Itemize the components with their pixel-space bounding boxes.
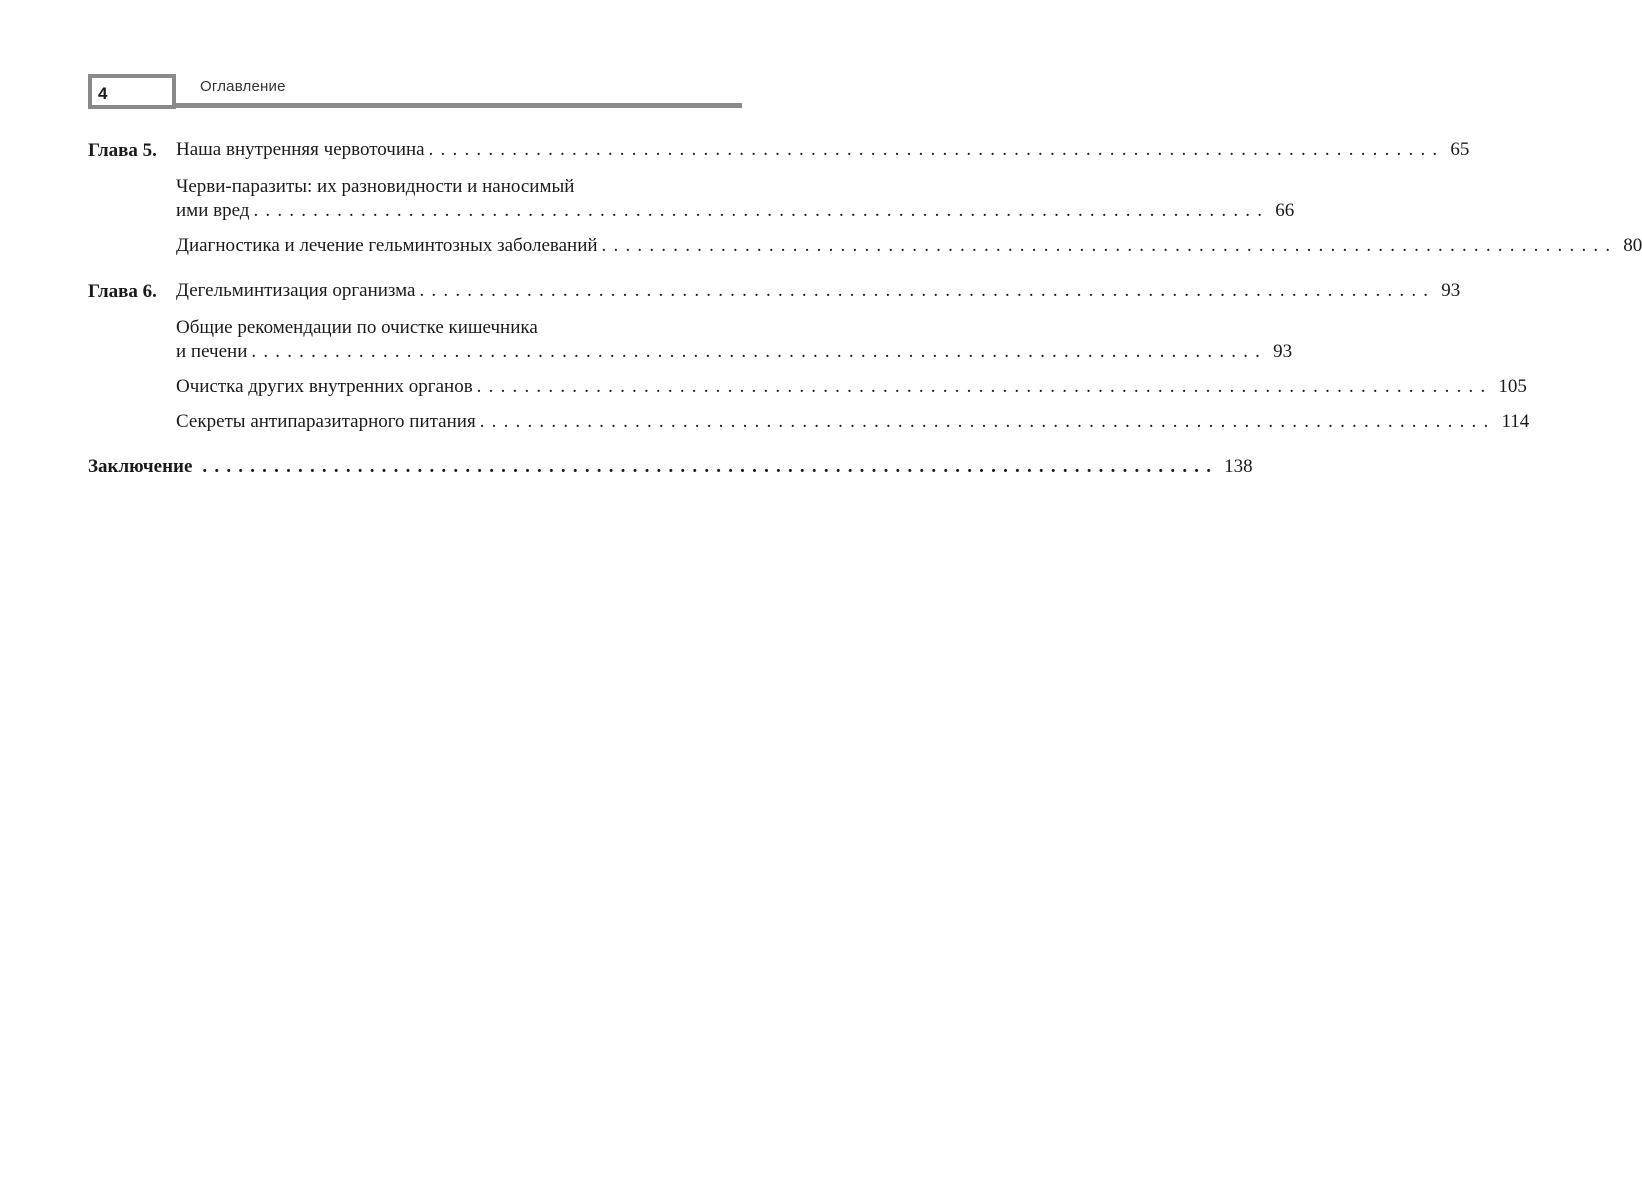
leader-dots: ..................................................................................... — [476, 376, 1493, 397]
page-ref: 65 — [1450, 139, 1470, 160]
chapter-label: Глава 5. — [88, 140, 157, 161]
toc-entry-section[interactable] — [88, 234, 1642, 258]
chapter-label: Глава 6. — [88, 281, 157, 302]
toc-entry-chapter-6[interactable] — [88, 279, 1461, 305]
page-ref: 138 — [1224, 456, 1253, 477]
leader-dots: ..................................................................................... — [202, 456, 1219, 477]
leader-dots: ..................................................................................... — [419, 280, 1436, 301]
section-title: Секреты антипаразитарного питания — [176, 411, 476, 432]
section-title: Очистка других внутренних органов — [176, 376, 473, 397]
header-rule — [176, 103, 742, 108]
page-ref: 93 — [1441, 280, 1461, 301]
toc-entry-conclusion[interactable] — [88, 455, 1253, 479]
page-ref: 93 — [1273, 341, 1293, 362]
toc-entry-section[interactable] — [88, 410, 1530, 434]
page-ref: 114 — [1501, 411, 1530, 432]
leader-dots: ..................................................................................... — [251, 341, 1268, 362]
chapter-title: Дегельминтизация организма — [176, 280, 416, 301]
toc-chapter-6 — [88, 279, 1530, 434]
toc-entry-chapter-5[interactable] — [88, 138, 1470, 164]
running-header — [88, 70, 742, 112]
header-title: Оглавление — [200, 78, 286, 95]
section-title-line1: Общие рекомендации по очистке кишечника — [176, 317, 538, 338]
leader-dots: ..................................................................................... — [253, 200, 1270, 221]
toc-chapter-5 — [88, 138, 1642, 258]
section-title-line2: ими вред — [176, 200, 250, 221]
leader-dots: ..................................................................................... — [479, 411, 1496, 432]
page-ref: 105 — [1498, 376, 1527, 397]
toc-conclusion — [88, 455, 1253, 479]
section-title-line1: Черви-паразиты: их разновидности и наносимый — [176, 176, 575, 197]
leader-dots: ..................................................................................... — [601, 235, 1618, 256]
toc-entry-section[interactable] — [88, 175, 1295, 223]
table-of-contents — [88, 138, 1642, 500]
leader-dots: ..................................................................................... — [428, 139, 1445, 160]
conclusion-title: Заключение — [88, 456, 193, 477]
page-ref: 80 — [1623, 235, 1642, 256]
section-title: Диагностика и лечение гельминтозных заболеваний — [176, 235, 598, 256]
page-number-box — [88, 74, 176, 109]
toc-entry-section[interactable] — [88, 375, 1527, 399]
toc-entry-section[interactable] — [88, 316, 1293, 364]
page-number: 4 — [98, 84, 108, 103]
section-title-line2: и печени — [176, 341, 248, 362]
page-ref: 66 — [1275, 200, 1295, 221]
chapter-title: Наша внутренняя червоточина — [176, 139, 425, 160]
